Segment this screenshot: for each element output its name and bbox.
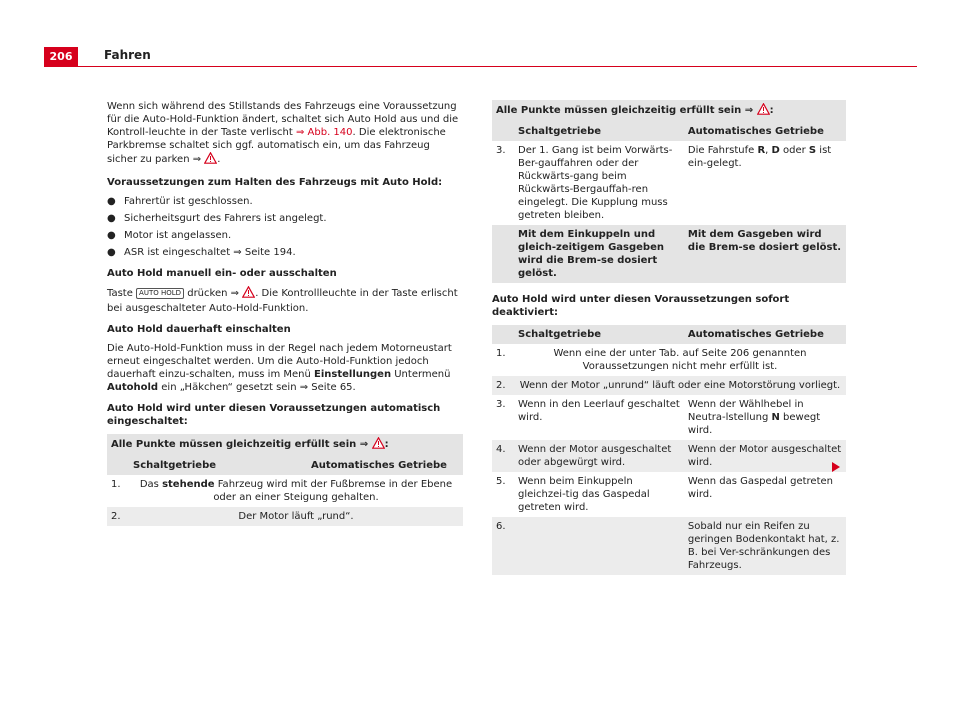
auto-heading: Auto Hold wird unter diesen Voraussetzungen automatisch eingeschaltet: [107, 403, 441, 427]
figure-link[interactable]: ⇒ Abb. 140 [295, 127, 353, 138]
warning-triangle-icon[interactable] [757, 103, 770, 119]
page-number: 206 [44, 47, 78, 67]
intro-paragraph: Wenn sich während des Stillstands des Fahrzeugs eine Voraussetzung für die Auto-Hold-Funktion ändert, schaltet sich Auto Hold aus und die Kontroll-leuchte in der Taste verlischt ⇒ Abb. 140. Die elektronische Parkbremse schaltet sich ggf. automatisch ein, um das Fahrzeug sicher zu parken ⇒ . [107, 100, 463, 168]
table-title: Alle Punkte müssen gleichzeitig erfüllt sein ⇒ : [107, 434, 463, 456]
chapter-title: Fahren [104, 48, 151, 62]
table-row: 5. Wenn beim Einkuppeln gleichzei-tig das Gaspedal getreten wird. Wenn das Gaspedal getreten wird. [496, 476, 833, 513]
manual-heading: Auto Hold manuell ein- oder ausschalten [107, 268, 337, 279]
table-row: 3. Der 1. Gang ist beim Vorwärts-Ber-gauffahren oder der Rückwärts-gang beim Rückwärts-Bergauffah-ren eingelegt. Die Kupplung muss getreten bleiben. Die Fahrstufe R, D oder S ist ein-gelegt. [496, 145, 832, 221]
deactivation-table [492, 325, 846, 575]
list-item: ● Sicherheitsgurt des Fahrers ist angelegt. [107, 213, 327, 224]
auto-on-table-continued [492, 100, 846, 283]
table-header-row: Schaltgetriebe Automatisches Getriebe [107, 456, 463, 475]
list-item: ● Fahrertür ist geschlossen. [107, 196, 253, 207]
table-row: 1. Das stehende Fahrzeug wird mit der Fußbremse in der Ebene oder an einer Steigung gehalten. [111, 479, 453, 503]
table-header-row: Schaltgetriebe Automatisches Getriebe [492, 325, 846, 344]
table-row: 1. Wenn eine der unter Tab. auf Seite 206 genannten Voraussetzungen nicht mehr erfüllt ist. [496, 348, 807, 372]
deactivation-heading: Auto Hold wird unter diesen Voraussetzungen sofort deaktiviert: [492, 294, 790, 318]
table-row: Mit dem Einkuppeln und gleich-zeitigem Gasgeben wird die Brem-se dosiert gelöst. Mit dem Gasgeben wird die Brem-se dosiert gelöst. [492, 225, 846, 283]
bullet-icon: ● [107, 247, 116, 258]
table-row: 2. Wenn der Motor „unrund“ läuft oder eine Motorstörung vorliegt. [492, 376, 846, 395]
bullet-icon: ● [107, 196, 116, 207]
left-column [107, 100, 463, 536]
list-item: ● Motor ist angelassen. [107, 230, 232, 241]
auto-on-table [107, 434, 463, 526]
table-row: 4. Wenn der Motor ausgeschaltet oder abgewürgt wird. Wenn der Motor ausgeschaltet wird. [492, 440, 846, 472]
continue-arrow-icon [832, 462, 840, 472]
table-row: 2. Der Motor läuft „rund“. [107, 507, 463, 526]
warning-triangle-icon[interactable] [204, 152, 217, 168]
requirements-heading: Voraussetzungen zum Halten des Fahrzeugs mit Auto Hold: [107, 177, 443, 188]
warning-triangle-icon[interactable] [372, 437, 385, 453]
table-header-row: Schaltgetriebe Automatisches Getriebe [492, 122, 846, 141]
list-item: ● ASR ist eingeschaltet ⇒ Seite 194. [107, 247, 296, 258]
right-column [492, 100, 846, 585]
manual-paragraph: Taste AUTO HOLD drücken ⇒ . Die Kontrollleuchte in der Taste erlischt bei ausgeschalteter Auto-Hold-Funktion. [107, 288, 458, 314]
table-row: 6. Sobald nur ein Reifen zu geringen Bodenkontakt hat, z. B. bei Ver-schränkungen des Fahrzeugs. [492, 517, 846, 575]
permanent-heading: Auto Hold dauerhaft einschalten [107, 324, 291, 335]
bullet-icon: ● [107, 230, 116, 241]
bullet-icon: ● [107, 213, 116, 224]
table-title: Alle Punkte müssen gleichzeitig erfüllt sein ⇒ : [492, 100, 846, 122]
header-rule [44, 66, 917, 67]
permanent-paragraph: Die Auto-Hold-Funktion muss in der Regel nach jedem Motorneustart erneut eingeschaltet werden. Um die Auto-Hold-Funktion jedoch dauerhaft einzu-schalten, muss im Menü Einstellungen Untermenü Autohold ein „Häkchen“ gesetzt sein ⇒ Seite 65. [107, 343, 452, 393]
table-row: 3. Wenn in den Leerlauf geschaltet wird. Wenn der Wählhebel in Neutra-lstellung N bewegt wird. [496, 399, 821, 436]
warning-triangle-icon[interactable] [242, 286, 255, 302]
auto-hold-key: AUTO HOLD [136, 288, 184, 299]
